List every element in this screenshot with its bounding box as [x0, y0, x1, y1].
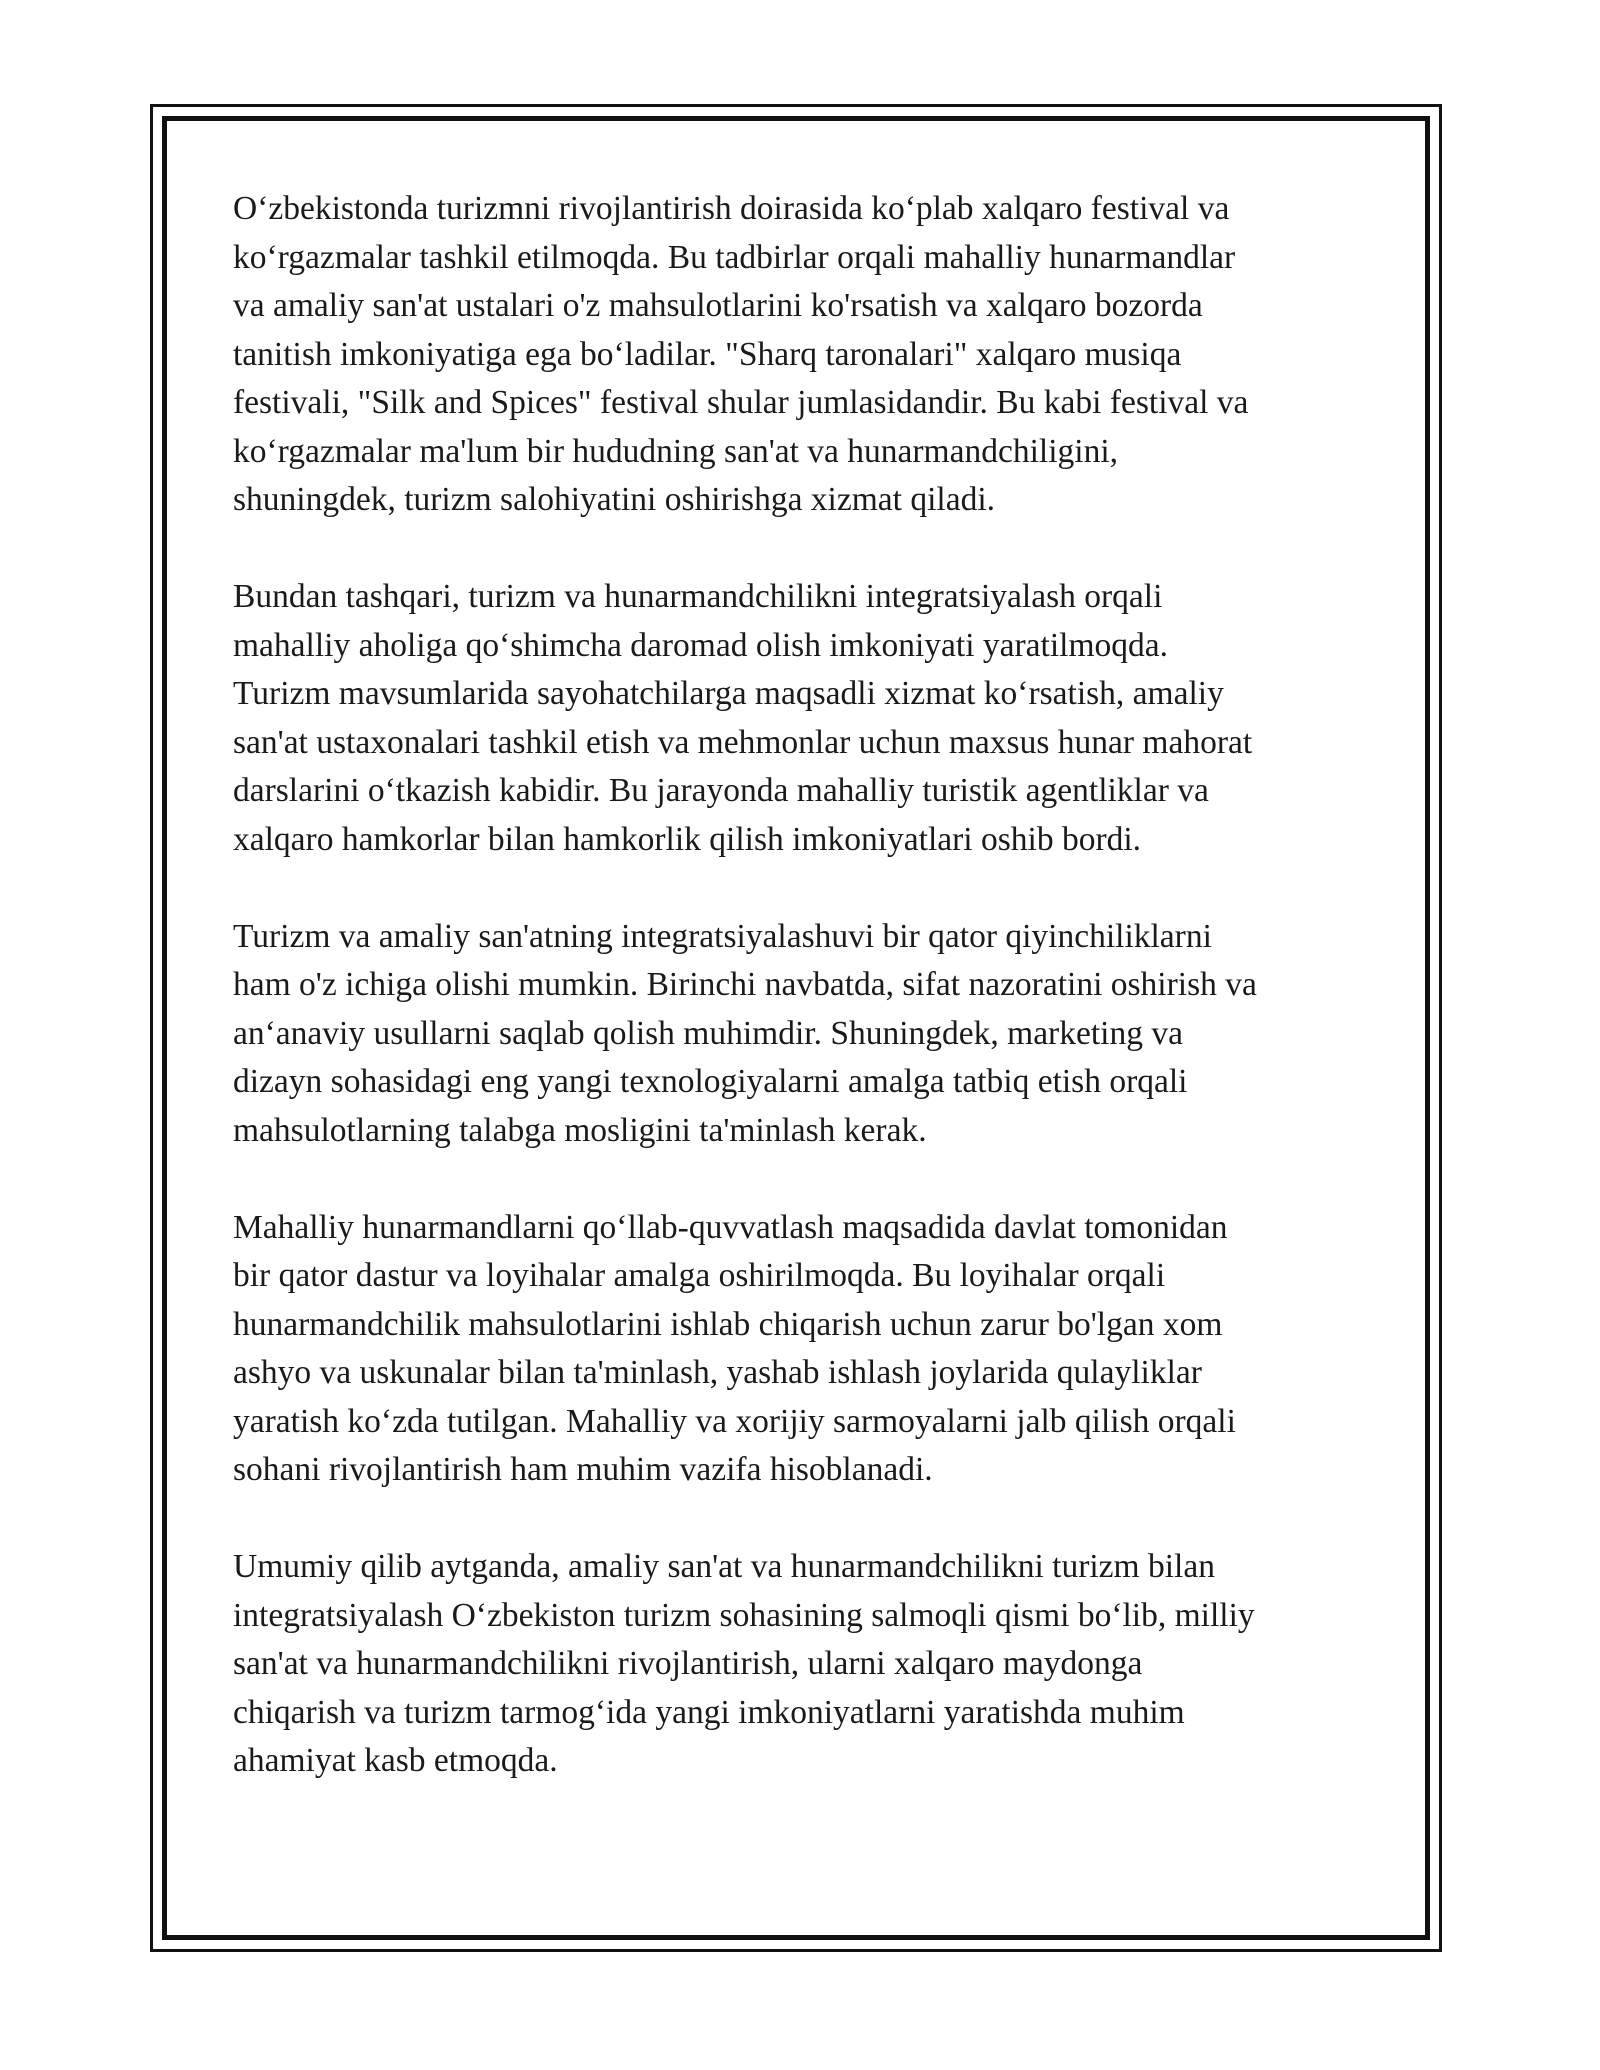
paragraph-4: Mahalliy hunarmandlarni qo‘llab-quvvatlash maqsadida davlat tomonidan bir qator dastur va loyihalar amalga oshirilmoqda. Bu loyihalar orqali hunarmandchilik mahsulotlarini ishlab chiqarish uchun zarur bo'lgan xom ashyo va uskunalar bilan ta'minlash, yashab ishlash joylarida qulayliklar yaratish ko‘zda tutilgan. Mahalliy va xorijiy sarmoyalarni jalb qilish orqali sohani rivojlantirish ham muhim vazifa hisoblanadi. [233, 1208, 1236, 1488]
paragraph-1: O‘zbekistonda turizmni rivojlantirish doirasida ko‘plab xalqaro festival va ko‘rgazmalar tashkil etilmoqda. Bu tadbirlar orqali mahalliy hunarmandlar va amaliy san'at ustalari o'z mahsulotlarini ko'rsatish va xalqaro bozorda tanitish imkoniyatiga ega bo‘ladilar. "Sharq taronalari" xalqaro musiqa festivali, "Silk and Spices" festival shular jumlasidandir. Bu kabi festival va ko‘rgazmalar ma'lum bir hududning san'at va hunarmandchiligini, shuningdek, turizm salohiyatini oshirishga xizmat qiladi. [233, 190, 1249, 518]
document-body [233, 185, 1373, 1834]
paragraph-3: Turizm va amaliy san'atning integratsiyalashuvi bir qator qiyinchiliklarni ham o'z ichiga olishi mumkin. Birinchi navbatda, sifat nazoratini oshirish va an‘anaviy usullarni saqlab qolish muhimdir. Shuningdek, marketing va dizayn sohasidagi eng yangi texnologiyalarni amalga tatbiq etish orqali mahsulotlarning talabga mosligini ta'minlash kerak. [233, 917, 1257, 1149]
paragraph-5: Umumiy qilib aytganda, amaliy san'at va hunarmandchilikni turizm bilan integratsiyalash O‘zbekiston turizm sohasining salmoqli qismi bo‘lib, milliy san'at va hunarmandchilikni rivojlantirish, ularni xalqaro maydonga chiqarish va turizm tarmog‘ida yangi imkoniyatlarni yaratishda muhim ahamiyat kasb etmoqda. [233, 1548, 1255, 1779]
paragraph-2: Bundan tashqari, turizm va hunarmandchilikni integratsiyalash orqali mahalliy aholiga qo‘shimcha daromad olish imkoniyati yaratilmoqda. Turizm mavsumlarida sayohatchilarga maqsadli xizmat ko‘rsatish, amaliy san'at ustaxonalari tashkil etish va mehmonlar uchun maxsus hunar mahorat darslarini o‘tkazish kabidir. Bu jarayonda mahalliy turistik agentliklar va xalqaro hamkorlar bilan hamkorlik qilish imkoniyatlari oshib bordi. [233, 578, 1253, 858]
